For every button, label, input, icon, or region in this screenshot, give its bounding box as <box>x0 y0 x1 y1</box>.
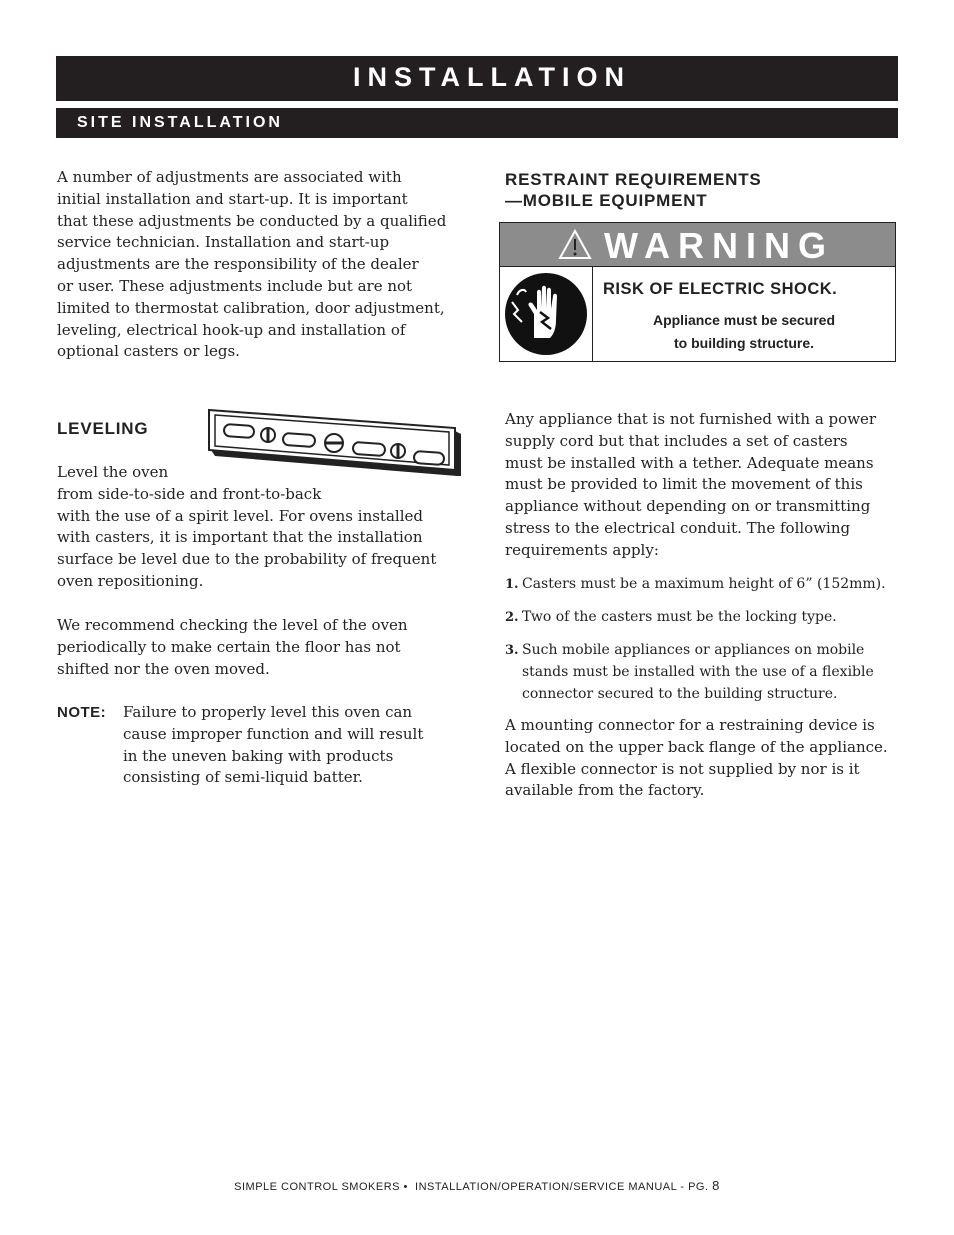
warning-icon-cell <box>500 267 593 361</box>
leveling-line: oven repositioning. <box>57 571 204 590</box>
page-number: 8 <box>712 1178 720 1193</box>
requirement-text: Such mobile appliances or appliances on mobile <box>522 642 865 658</box>
intro-line: service technician. Installation and start-up <box>57 233 390 252</box>
restraint-line: requirements apply: <box>505 540 659 559</box>
warning-message-line: Appliance must be secured <box>652 312 836 328</box>
warning-word: WARNING <box>604 225 834 266</box>
section-title-bar <box>56 56 898 101</box>
subsection-title: SITE INSTALLATION <box>77 114 283 131</box>
closing-paragraph <box>505 715 888 802</box>
warning-message <box>593 309 895 355</box>
electric-shock-hand-icon <box>504 272 588 356</box>
warning-banner <box>500 223 895 267</box>
restraint-heading-line: RESTRAINT REQUIREMENTS <box>505 170 762 189</box>
leveling-line: with casters, it is important that the installation <box>57 528 423 547</box>
warning-headline: RISK OF ELECTRIC SHOCK. <box>603 280 838 298</box>
leveling-line: surface be level due to the probability of frequent <box>57 550 437 569</box>
warning-message-line: to building structure. <box>674 335 814 351</box>
recommend-line: periodically to make certain the floor has not <box>57 637 401 656</box>
requirement-number: 3. <box>505 643 519 658</box>
footer-title: SIMPLE CONTROL SMOKERS <box>234 1181 400 1193</box>
note-line: cause improper function and will result <box>123 724 424 743</box>
leveling-line: from side-to-side and front-to-back <box>57 484 322 503</box>
intro-paragraph <box>57 167 446 363</box>
restraint-line: stress to the electrical conduit. The following <box>505 518 851 537</box>
closing-line: available from the factory. <box>505 781 705 800</box>
recommend-line: shifted nor the oven moved. <box>57 659 270 678</box>
note-line: consisting of semi-liquid batter. <box>123 768 363 787</box>
restraint-line: supply cord but that includes a set of casters <box>505 431 848 450</box>
intro-line: limited to thermostat calibration, door adjustment, <box>57 298 445 317</box>
recommend-paragraph <box>57 615 408 680</box>
intro-line: leveling, electrical hook-up and installation of <box>57 320 406 339</box>
restraint-heading <box>505 169 762 211</box>
leveling-line: with the use of a spirit level. For ovens installed <box>57 506 423 525</box>
page-footer <box>0 1178 954 1193</box>
note-line: Failure to properly level this oven can <box>123 703 413 721</box>
requirement-text: Two of the casters must be the locking type. <box>522 609 837 625</box>
requirement-number: 2. <box>505 610 519 625</box>
leveling-heading: LEVELING <box>57 419 149 438</box>
note-line: in the uneven baking with products <box>123 746 394 765</box>
footer-manual-name: INSTALLATION/OPERATION/SERVICE MANUAL <box>415 1181 677 1193</box>
intro-line: A number of adjustments are associated with <box>57 168 402 186</box>
requirement-text: stands must be installed with the use of a flexible <box>522 663 874 680</box>
footer-bullet: • <box>403 1181 408 1193</box>
recommend-line: We recommend checking the level of the oven <box>57 616 408 634</box>
intro-line: adjustments are the responsibility of the dealer <box>57 255 419 274</box>
warning-box <box>499 222 896 362</box>
requirement-number: 1. <box>505 577 519 592</box>
closing-line: A flexible connector is not supplied by nor is it <box>505 759 860 778</box>
note-paragraph <box>123 702 423 789</box>
note-label: NOTE: <box>57 704 107 721</box>
restraint-paragraph <box>505 409 876 562</box>
restraint-line: appliance without depending on or transmitting <box>505 497 871 516</box>
intro-line: or user. These adjustments include but are not <box>57 276 413 295</box>
restraint-line: must be provided to limit the movement of this <box>505 475 863 494</box>
footer-separator: - PG. <box>680 1181 709 1193</box>
closing-line: located on the upper back flange of the appliance. <box>505 737 888 756</box>
restraint-line: Any appliance that is not furnished with a power <box>505 410 877 428</box>
intro-line: optional casters or legs. <box>57 342 240 361</box>
leveling-line: Level the oven <box>57 463 169 481</box>
restraint-heading-line: —MOBILE EQUIPMENT <box>505 191 708 210</box>
intro-line: that these adjustments be conducted by a qualified <box>57 211 447 230</box>
caution-triangle-icon <box>558 229 592 260</box>
closing-line: A mounting connector for a restraining device is <box>505 716 875 734</box>
requirement-text: connector secured to the building structure. <box>522 685 838 702</box>
leveling-paragraph <box>57 462 436 593</box>
section-title: INSTALLATION <box>353 62 631 92</box>
intro-line: initial installation and start-up. It is important <box>57 189 408 208</box>
requirement-text: Casters must be a maximum height of 6” (152mm). <box>522 576 886 592</box>
restraint-line: must be installed with a tether. Adequate means <box>505 453 874 472</box>
subsection-title-bar <box>56 108 898 138</box>
